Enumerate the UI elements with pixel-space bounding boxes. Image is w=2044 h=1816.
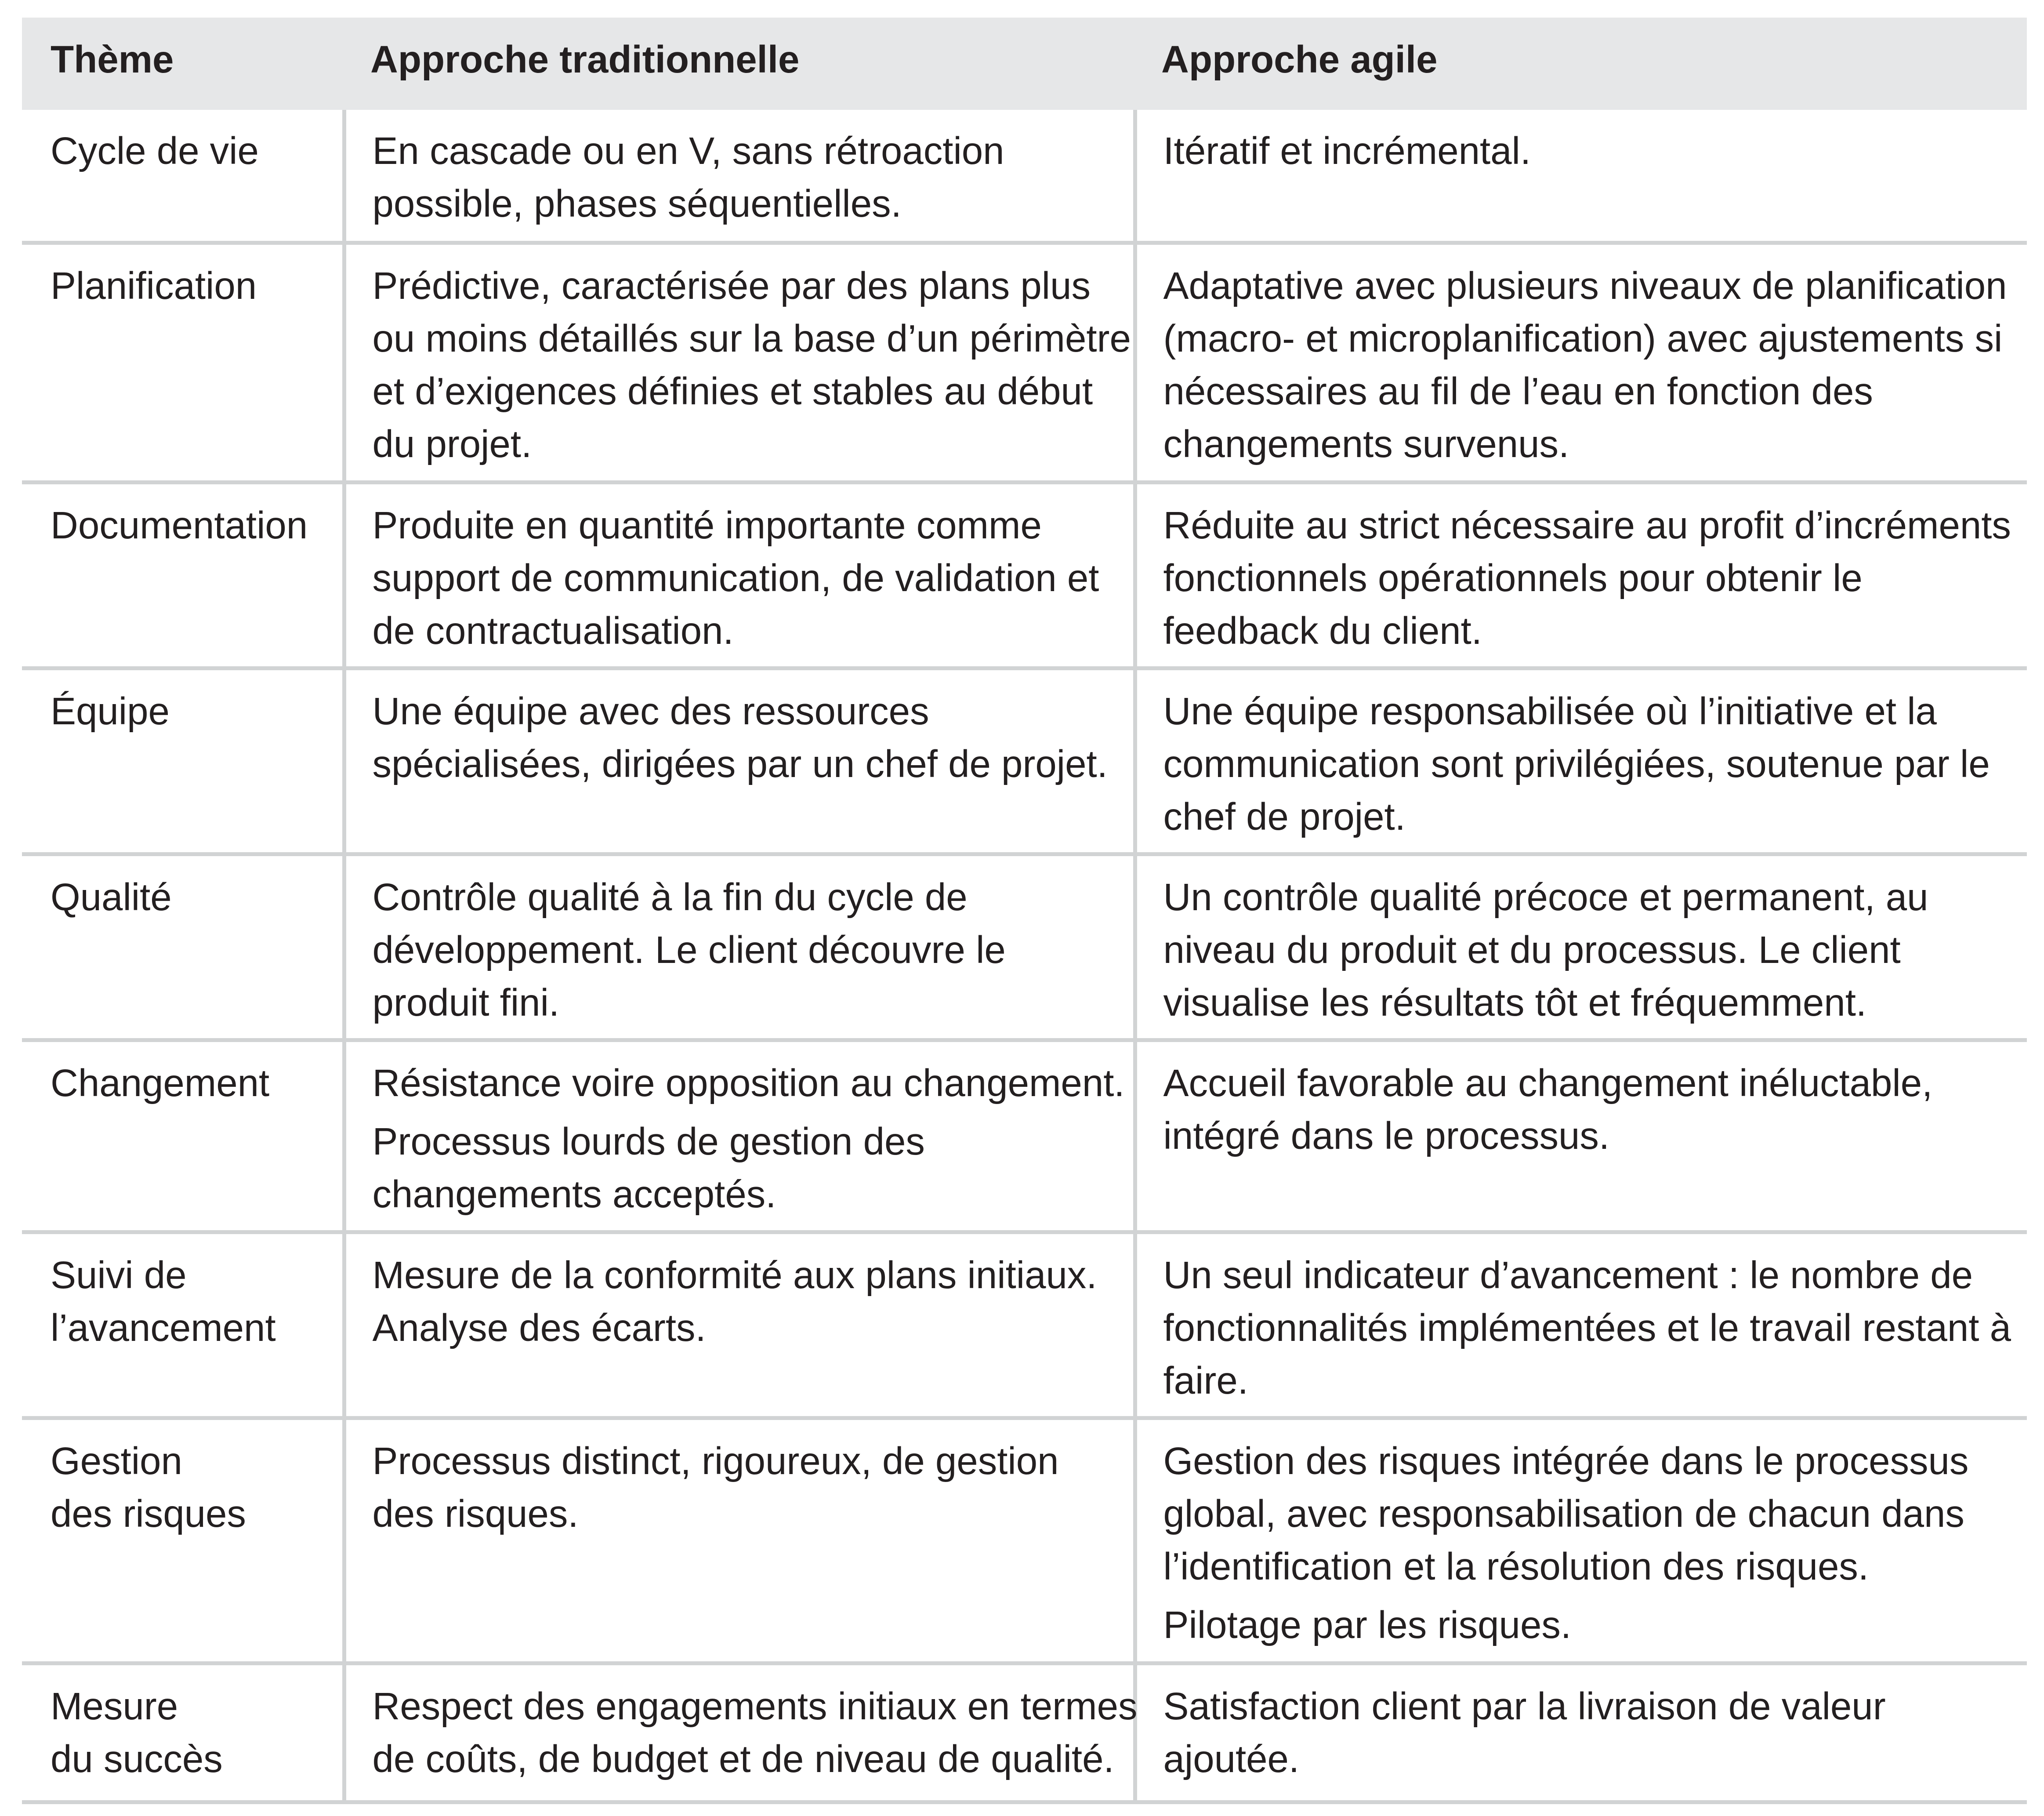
- traditional-cell: [344, 110, 1135, 243]
- cell-paragraph: [1163, 499, 2011, 657]
- theme-line: l’avancement: [51, 1306, 276, 1349]
- traditional-cell: [344, 1232, 1135, 1418]
- table-row: [22, 1040, 2027, 1232]
- cell-text-line: Un seul indicateur d’avancement : le nombre de: [1163, 1253, 1973, 1297]
- table-header-row: [22, 18, 2027, 110]
- cell-text-line: de contractualisation.: [372, 609, 734, 652]
- cell-text-line: Itératif et incrémental.: [1163, 130, 1531, 172]
- cell-text-line: feedback du client.: [1163, 609, 1482, 652]
- theme-line: Documentation: [51, 504, 308, 547]
- header-traditional-approach: Approche traditionnelle: [344, 18, 1135, 110]
- theme-cell: [22, 243, 344, 482]
- cell-text-line: Gestion des risques intégrée dans le processus: [1163, 1439, 1969, 1482]
- table-row: [22, 1418, 2027, 1663]
- cell-text-line: fonctionnels opérationnels pour obtenir le: [1163, 556, 1863, 599]
- cell-paragraph: [373, 1435, 1107, 1540]
- cell-text-line: Analyse des écarts.: [372, 1306, 706, 1349]
- table-row: [22, 110, 2027, 243]
- cell-paragraph: [372, 260, 1131, 471]
- cell-text-line: ajoutée.: [1163, 1737, 1300, 1780]
- cell-text-line: Résistance voire opposition au changement.: [372, 1061, 1125, 1104]
- cell-text-line: (macro- et microplanification) avec ajustements si: [1163, 317, 2003, 360]
- cell-text-line: de coûts, de budget et de niveau de qualité.: [372, 1737, 1114, 1780]
- theme-line: du succès: [51, 1737, 223, 1780]
- cell-paragraph: [1163, 1057, 2001, 1162]
- cell-text-line: niveau du produit et du processus. Le client: [1163, 928, 1901, 971]
- cell-text-line: En cascade ou en V, sans rétroaction: [372, 130, 1004, 172]
- cell-text-line: intégré dans le processus.: [1163, 1114, 1610, 1157]
- traditional-cell: [344, 1663, 1138, 1802]
- theme-cell: [22, 1232, 344, 1418]
- agile-cell: [1135, 1663, 2027, 1802]
- theme-cell: [22, 854, 344, 1040]
- theme-cell: [22, 668, 344, 854]
- cell-text-line: nécessaires au fil de l’eau en fonction des: [1163, 370, 1873, 413]
- table-row: [22, 243, 2027, 482]
- cell-text-line: et d’exigences définies et stables au début: [372, 370, 1093, 413]
- theme-cell: [22, 110, 344, 243]
- cell-text-line: développement. Le client découvre le: [372, 928, 1006, 971]
- cell-paragraph: [373, 125, 1107, 230]
- cell-paragraph: [1163, 1435, 2001, 1593]
- cell-text-line: Réduite au strict nécessaire au profit d’incréments: [1163, 504, 2011, 547]
- cell-text-line: Contrôle qualité à la fin du cycle de: [372, 875, 968, 919]
- theme-line: des risques: [51, 1492, 246, 1535]
- cell-paragraph: [372, 1680, 1138, 1786]
- cell-text-line: possible, phases séquentielles.: [372, 182, 902, 225]
- agile-cell: [1135, 482, 2027, 668]
- cell-paragraph: [1163, 125, 2001, 178]
- theme-line: Cycle de vie: [51, 130, 259, 172]
- cell-paragraph: [373, 685, 1107, 791]
- cell-text-line: Mesure de la conformité aux plans initiaux.: [372, 1253, 1097, 1297]
- theme-cell: [22, 1663, 344, 1802]
- cell-text-line: Accueil favorable au changement inéluctable,: [1163, 1061, 1933, 1104]
- cell-paragraph: [1163, 1599, 2001, 1652]
- theme-cell: [22, 482, 344, 668]
- theme-line: Planification: [51, 264, 257, 307]
- cell-text-line: Une équipe responsabilisée où l’initiative et la: [1163, 690, 1937, 733]
- cell-text-line: changements survenus.: [1163, 422, 1569, 465]
- cell-text-line: Respect des engagements initiaux en termes: [372, 1685, 1138, 1728]
- cell-text-line: ou moins détaillés sur la base d’un périmètre: [372, 317, 1131, 360]
- traditional-cell: [344, 854, 1135, 1040]
- agile-cell: [1135, 1232, 2027, 1418]
- cell-paragraph: [1163, 1249, 2011, 1407]
- cell-paragraph: [1163, 1680, 2001, 1786]
- cell-text-line: Un contrôle qualité précoce et permanent, au: [1163, 875, 1928, 919]
- traditional-cell: [344, 1040, 1135, 1232]
- agile-cell: [1135, 243, 2027, 482]
- table-row: [22, 1663, 2027, 1802]
- cell-paragraph: [373, 871, 1107, 1029]
- cell-paragraph: [373, 1115, 1107, 1221]
- cell-text-line: Produite en quantité importante comme: [372, 504, 1042, 547]
- table-body: [22, 110, 2027, 1802]
- cell-text-line: Processus distinct, rigoureux, de gestion: [372, 1439, 1059, 1482]
- theme-line: Qualité: [51, 875, 172, 919]
- cell-paragraph: [1163, 871, 2001, 1029]
- agile-cell: [1135, 110, 2027, 243]
- cell-text-line: fonctionnalités implémentées et le travail restant à: [1163, 1306, 2011, 1349]
- table-row: [22, 1232, 2027, 1418]
- theme-line: Changement: [51, 1061, 270, 1104]
- cell-paragraph: [1163, 260, 2007, 471]
- traditional-cell: [344, 482, 1135, 668]
- cell-text-line: faire.: [1163, 1359, 1248, 1402]
- cell-text-line: changements acceptés.: [372, 1173, 776, 1216]
- cell-paragraph: [373, 499, 1107, 657]
- theme-line: Gestion: [51, 1439, 182, 1482]
- cell-paragraph: [1163, 685, 2001, 843]
- cell-text-line: Satisfaction client par la livraison de valeur: [1163, 1685, 1886, 1728]
- cell-text-line: Prédictive, caractérisée par des plans plus: [372, 264, 1091, 307]
- cell-text-line: du projet.: [372, 422, 532, 465]
- cell-text-line: Pilotage par les risques.: [1163, 1603, 1571, 1646]
- cell-text-line: spécialisées, dirigées par un chef de projet.: [372, 742, 1108, 785]
- theme-line: Mesure: [51, 1685, 178, 1728]
- cell-text-line: Processus lourds de gestion des: [372, 1120, 925, 1163]
- theme-line: Suivi de: [51, 1253, 187, 1297]
- header-theme: Thème: [22, 18, 344, 110]
- theme-cell: [22, 1040, 344, 1232]
- cell-text-line: produit fini.: [372, 981, 560, 1024]
- cell-text-line: support de communication, de validation et: [372, 556, 1099, 599]
- cell-text-line: l’identification et la résolution des risques.: [1163, 1545, 1869, 1588]
- table-row: [22, 482, 2027, 668]
- cell-text-line: global, avec responsabilisation de chacun dans: [1163, 1492, 1964, 1535]
- agile-cell: [1135, 1418, 2027, 1663]
- cell-text-line: des risques.: [372, 1492, 579, 1535]
- table-row: [22, 668, 2027, 854]
- cell-text-line: Une équipe avec des ressources: [372, 690, 929, 733]
- comparison-table: [22, 18, 2027, 1804]
- cell-text-line: visualise les résultats tôt et fréquemment.: [1163, 981, 1867, 1024]
- theme-line: Équipe: [51, 690, 170, 733]
- agile-cell: [1135, 668, 2027, 854]
- header-agile-approach: Approche agile: [1135, 18, 2027, 110]
- traditional-cell: [344, 1418, 1135, 1663]
- traditional-cell: [344, 243, 1135, 482]
- agile-cell: [1135, 1040, 2027, 1232]
- cell-text-line: chef de projet.: [1163, 795, 1406, 838]
- theme-cell: [22, 1418, 344, 1663]
- cell-paragraph: [373, 1249, 1107, 1355]
- cell-paragraph: [372, 1057, 1125, 1110]
- table-row: [22, 854, 2027, 1040]
- traditional-cell: [344, 668, 1135, 854]
- agile-cell: [1135, 854, 2027, 1040]
- cell-text-line: Adaptative avec plusieurs niveaux de planification: [1163, 264, 2007, 307]
- cell-text-line: communication sont privilégiées, soutenue par le: [1163, 742, 1990, 785]
